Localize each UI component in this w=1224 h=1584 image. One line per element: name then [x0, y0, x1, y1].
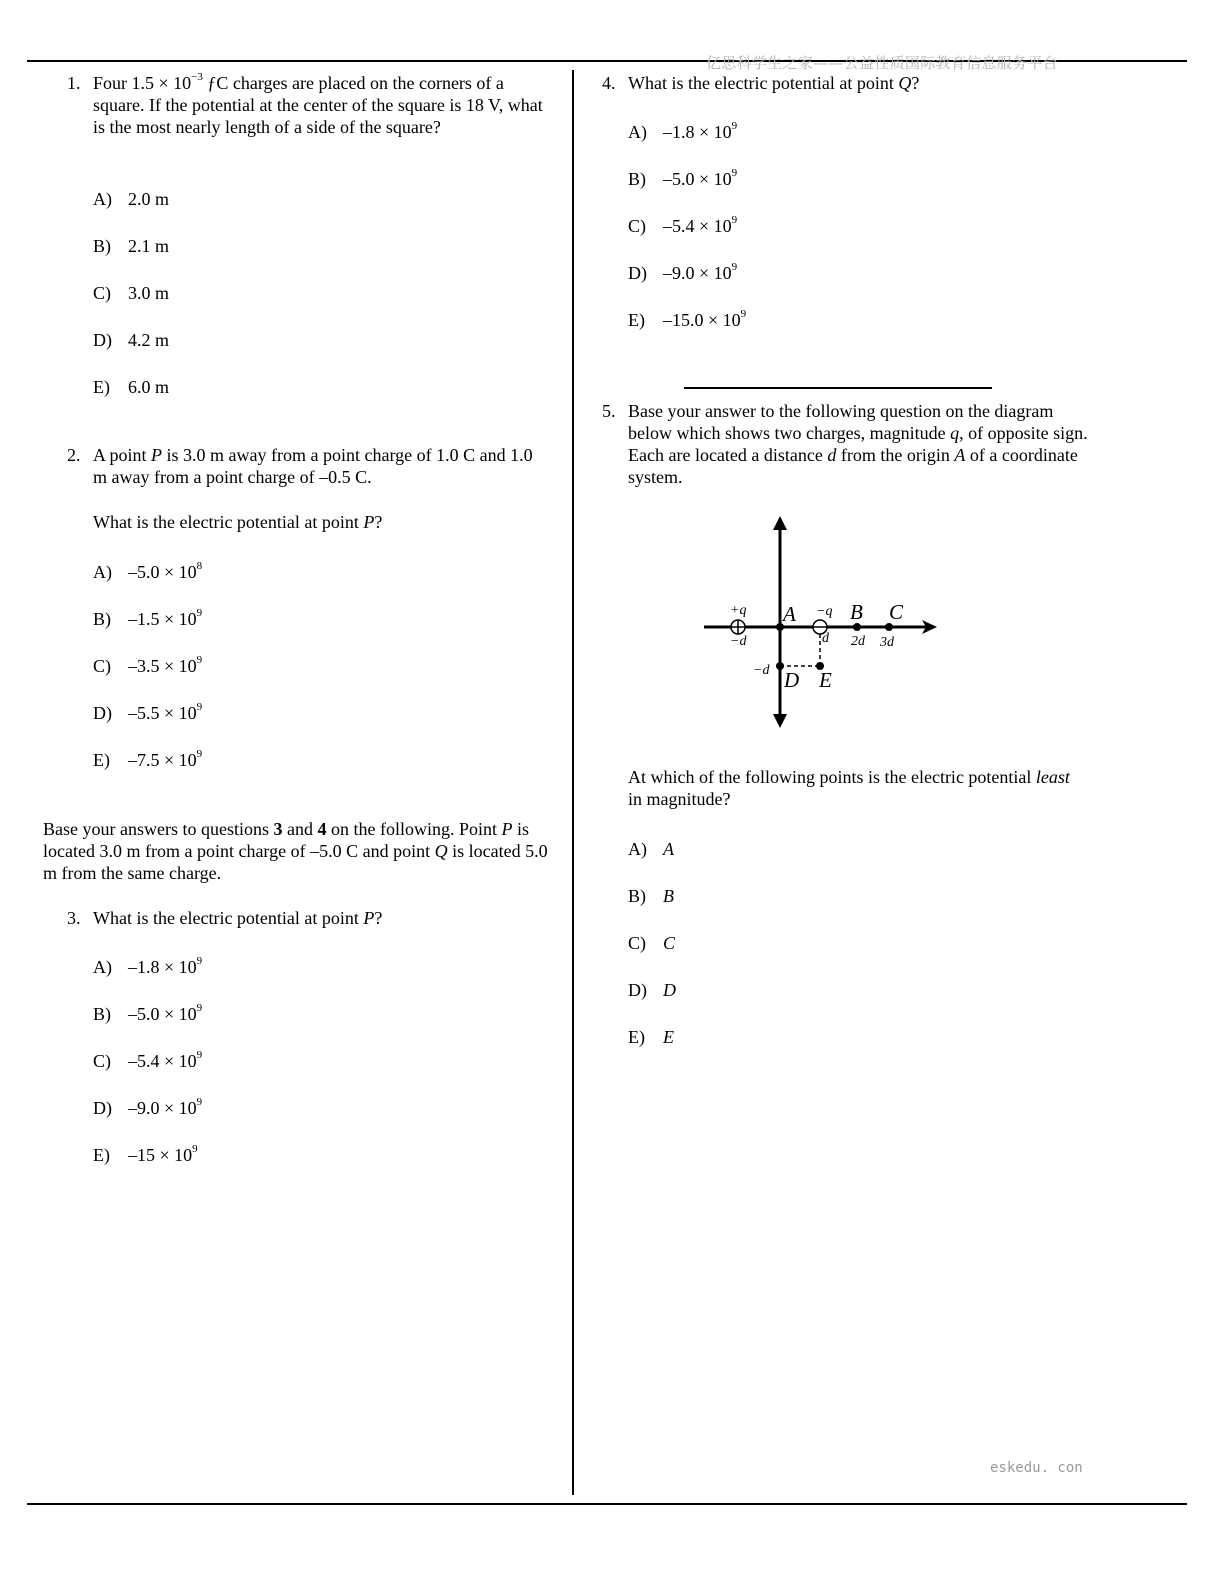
stimulus-text: Base your answers to questions: [43, 819, 274, 839]
label-neg-d-x: −d: [730, 634, 747, 649]
q5-prompt-text: in magnitude?: [628, 789, 731, 809]
option-label: A): [628, 122, 647, 142]
option-mantissa: –9.0 × 10: [128, 1098, 197, 1118]
option-label: B): [628, 886, 646, 906]
option-value: E: [663, 1027, 674, 1047]
option-label: B): [628, 169, 646, 189]
option-mantissa: –5.0 × 10: [128, 1004, 197, 1024]
option-exponent: 9: [196, 1002, 203, 1014]
q4-number: 4.: [602, 73, 616, 93]
q1-text-pre: Four 1.5 × 10: [93, 73, 192, 93]
option-mantissa: –5.4 × 10: [128, 1051, 197, 1071]
option-mantissa: –7.5 × 10: [128, 750, 197, 770]
option-label: C): [93, 283, 111, 303]
option-mantissa: –5.4 × 10: [663, 216, 732, 236]
stimulus-text: on the following. Point: [326, 819, 502, 839]
option-label: D): [628, 980, 647, 1000]
label-minus-q: −q: [816, 604, 833, 619]
option-mantissa: –9.0 × 10: [663, 263, 732, 283]
q4-option-b[interactable]: [628, 168, 737, 190]
option-label: E): [628, 1027, 645, 1047]
q5-var-q: q: [950, 423, 960, 443]
q5-var-d: d: [827, 445, 837, 465]
q2-text-b2: ?: [374, 512, 383, 532]
option-value: 3.0 m: [128, 283, 170, 303]
q2-option-a[interactable]: [93, 561, 202, 583]
option-exponent: 9: [196, 1049, 203, 1061]
option-label: E): [93, 1145, 110, 1165]
option-label: B): [93, 609, 111, 629]
q5-intro-text: , of opposite sign. Each are located a distance: [628, 423, 1088, 465]
q2-question: [93, 511, 548, 533]
q3-number: 3.: [67, 908, 81, 928]
option-exponent: 9: [731, 167, 738, 179]
bottom-rule: [27, 1503, 1187, 1505]
footer-site-mark: eskedu. con: [990, 1460, 1083, 1476]
q3-option-d[interactable]: [93, 1097, 202, 1119]
option-exponent: 9: [731, 214, 738, 226]
q5-option-a[interactable]: [628, 838, 674, 860]
option-exponent: 9: [196, 955, 203, 967]
option-value: D: [663, 980, 676, 1000]
q5-intro-text: Base your answer to the following question on the diagram below which shows two charges, magnitude: [628, 401, 1054, 443]
option-label: D): [628, 263, 647, 283]
option-value: C: [663, 933, 676, 953]
q5-option-d[interactable]: [628, 979, 676, 1001]
stimulus-text: is located 5.0 m from the same charge.: [43, 841, 548, 883]
stimulus-var-q: Q: [434, 841, 448, 861]
option-exponent: 9: [731, 261, 738, 273]
option-exponent: 9: [196, 654, 203, 666]
option-label: E): [628, 310, 645, 330]
option-label: E): [93, 750, 110, 770]
option-label: A): [93, 189, 112, 209]
option-label: E): [93, 377, 110, 397]
stimulus-q3-ref: 3: [273, 819, 283, 839]
q4-option-d[interactable]: [628, 262, 737, 284]
y-axis-down-arrow: [773, 714, 787, 728]
option-value: 2.1 m: [128, 236, 170, 256]
option-label: D): [93, 330, 112, 350]
q3-var-p: P: [363, 908, 375, 928]
q2-text-a2: is 3.0 m away from a point charge of 1.0 C and 1.0 m away from a point charge of –0.5 C.: [93, 445, 533, 487]
q3-option-c[interactable]: [93, 1050, 202, 1072]
q3-text-2: ?: [374, 908, 383, 928]
column-divider: [572, 70, 574, 1495]
q4-text-2: ?: [911, 73, 920, 93]
label-d: D: [784, 668, 800, 692]
option-exponent: 9: [196, 1096, 203, 1108]
option-label: C): [628, 933, 646, 953]
label-d-x: d: [822, 631, 829, 646]
q3-option-a[interactable]: [93, 956, 202, 978]
option-value: 2.0 m: [128, 189, 170, 209]
label-neg-d-y: −d: [753, 663, 770, 678]
q1-text-post: ƒC charges are placed on the corners of a square. If the potential at the center of the square is 18 V, what is the most nearly length of a side of the square?: [93, 73, 543, 137]
option-label: C): [93, 656, 111, 676]
q2-text-a1: A point: [93, 445, 152, 465]
label-plus-q: +q: [730, 603, 747, 618]
q5-option-e[interactable]: [628, 1026, 674, 1048]
stimulus-text: and: [282, 819, 318, 839]
point-c-dot: [885, 623, 893, 631]
label-b: B: [850, 600, 863, 624]
q3-text-1: What is the electric potential at point: [93, 908, 364, 928]
q1-number: 1.: [67, 73, 81, 93]
q5-prompt-text: At which of the following points is the electric potential: [628, 767, 1036, 787]
q4-option-c[interactable]: [628, 215, 737, 237]
option-label: B): [93, 236, 111, 256]
option-exponent: 9: [196, 701, 203, 713]
q5-prompt-emphasis: least: [1035, 767, 1070, 787]
option-exponent: 9: [740, 308, 747, 320]
q5-prompt: [628, 766, 1078, 810]
q5-var-a: A: [954, 445, 966, 465]
option-label: C): [93, 1051, 111, 1071]
q2-option-d[interactable]: [93, 702, 202, 724]
q5-intro-text: of a coordinate system.: [628, 445, 1078, 487]
q4-var-q: Q: [898, 73, 912, 93]
q1-option-a[interactable]: [93, 188, 169, 210]
option-label: B): [93, 1004, 111, 1024]
label-a: A: [783, 602, 796, 626]
option-mantissa: –15.0 × 10: [663, 310, 741, 330]
option-exponent: 9: [196, 607, 203, 619]
q4-option-e[interactable]: [628, 309, 746, 331]
option-mantissa: –1.8 × 10: [663, 122, 732, 142]
q4-text: [628, 72, 1088, 94]
q2-option-b[interactable]: [93, 608, 202, 630]
q4-text-1: What is the electric potential at point: [628, 73, 899, 93]
option-label: D): [93, 1098, 112, 1118]
stimulus-text: is located 3.0 m from a point charge of –5.0 C and point: [43, 819, 529, 861]
option-mantissa: –5.0 × 10: [663, 169, 732, 189]
option-mantissa: –1.5 × 10: [128, 609, 197, 629]
q2-option-e[interactable]: [93, 749, 202, 771]
option-label: A): [628, 839, 647, 859]
q2-number: 2.: [67, 445, 81, 465]
y-axis-up-arrow: [773, 516, 787, 530]
stimulus-q4-ref: 4: [317, 819, 327, 839]
label-2d: 2d: [851, 634, 865, 649]
option-mantissa: –1.8 × 10: [128, 957, 197, 977]
q1-text-exponent: −3: [191, 71, 203, 83]
option-label: C): [628, 216, 646, 236]
option-label: A): [93, 562, 112, 582]
option-mantissa: –3.5 × 10: [128, 656, 197, 676]
option-exponent: 9: [196, 748, 203, 760]
q5-number: 5.: [602, 401, 616, 421]
option-value: B: [663, 886, 674, 906]
q1-option-c[interactable]: [93, 282, 169, 304]
q1-option-e[interactable]: [93, 376, 169, 398]
option-value: 4.2 m: [128, 330, 170, 350]
q1-option-b[interactable]: [93, 235, 169, 257]
q2-var-p2: P: [363, 512, 375, 532]
q1-option-d[interactable]: [93, 329, 169, 351]
option-mantissa: –15 × 10: [128, 1145, 193, 1165]
q5-option-c[interactable]: [628, 932, 675, 954]
q3-option-e[interactable]: [93, 1144, 198, 1166]
q5-intro-text: from the origin: [836, 445, 955, 465]
section-separator: [684, 387, 992, 389]
q2-text: [93, 444, 548, 488]
option-label: D): [93, 703, 112, 723]
stimulus-var-p: P: [501, 819, 513, 839]
option-exponent: 8: [196, 560, 203, 572]
q5-option-b[interactable]: [628, 885, 674, 907]
q2-text-b1: What is the electric potential at point: [93, 512, 364, 532]
label-c: C: [889, 600, 904, 624]
q2-var-p: P: [151, 445, 163, 465]
q3-text: [93, 907, 548, 929]
option-mantissa: –5.5 × 10: [128, 703, 197, 723]
label-e: E: [819, 668, 832, 692]
option-mantissa: –5.0 × 10: [128, 562, 197, 582]
header-watermark: 亿思科学生之家——公益性质国际教育信息服务平台: [706, 54, 1058, 72]
q3-q4-stimulus: [43, 818, 558, 884]
option-exponent: 9: [192, 1143, 198, 1155]
q4-option-a[interactable]: [628, 121, 737, 143]
option-value: 6.0 m: [128, 377, 170, 397]
label-3d: 3d: [880, 635, 894, 650]
q2-option-c[interactable]: [93, 655, 202, 677]
option-value: A: [663, 839, 674, 859]
q1-text: [93, 72, 548, 138]
q5-intro: [628, 400, 1088, 488]
option-exponent: 9: [731, 120, 738, 132]
charge-diagram: [700, 512, 945, 732]
q3-option-b[interactable]: [93, 1003, 202, 1025]
option-label: A): [93, 957, 112, 977]
point-b-dot: [853, 623, 861, 631]
